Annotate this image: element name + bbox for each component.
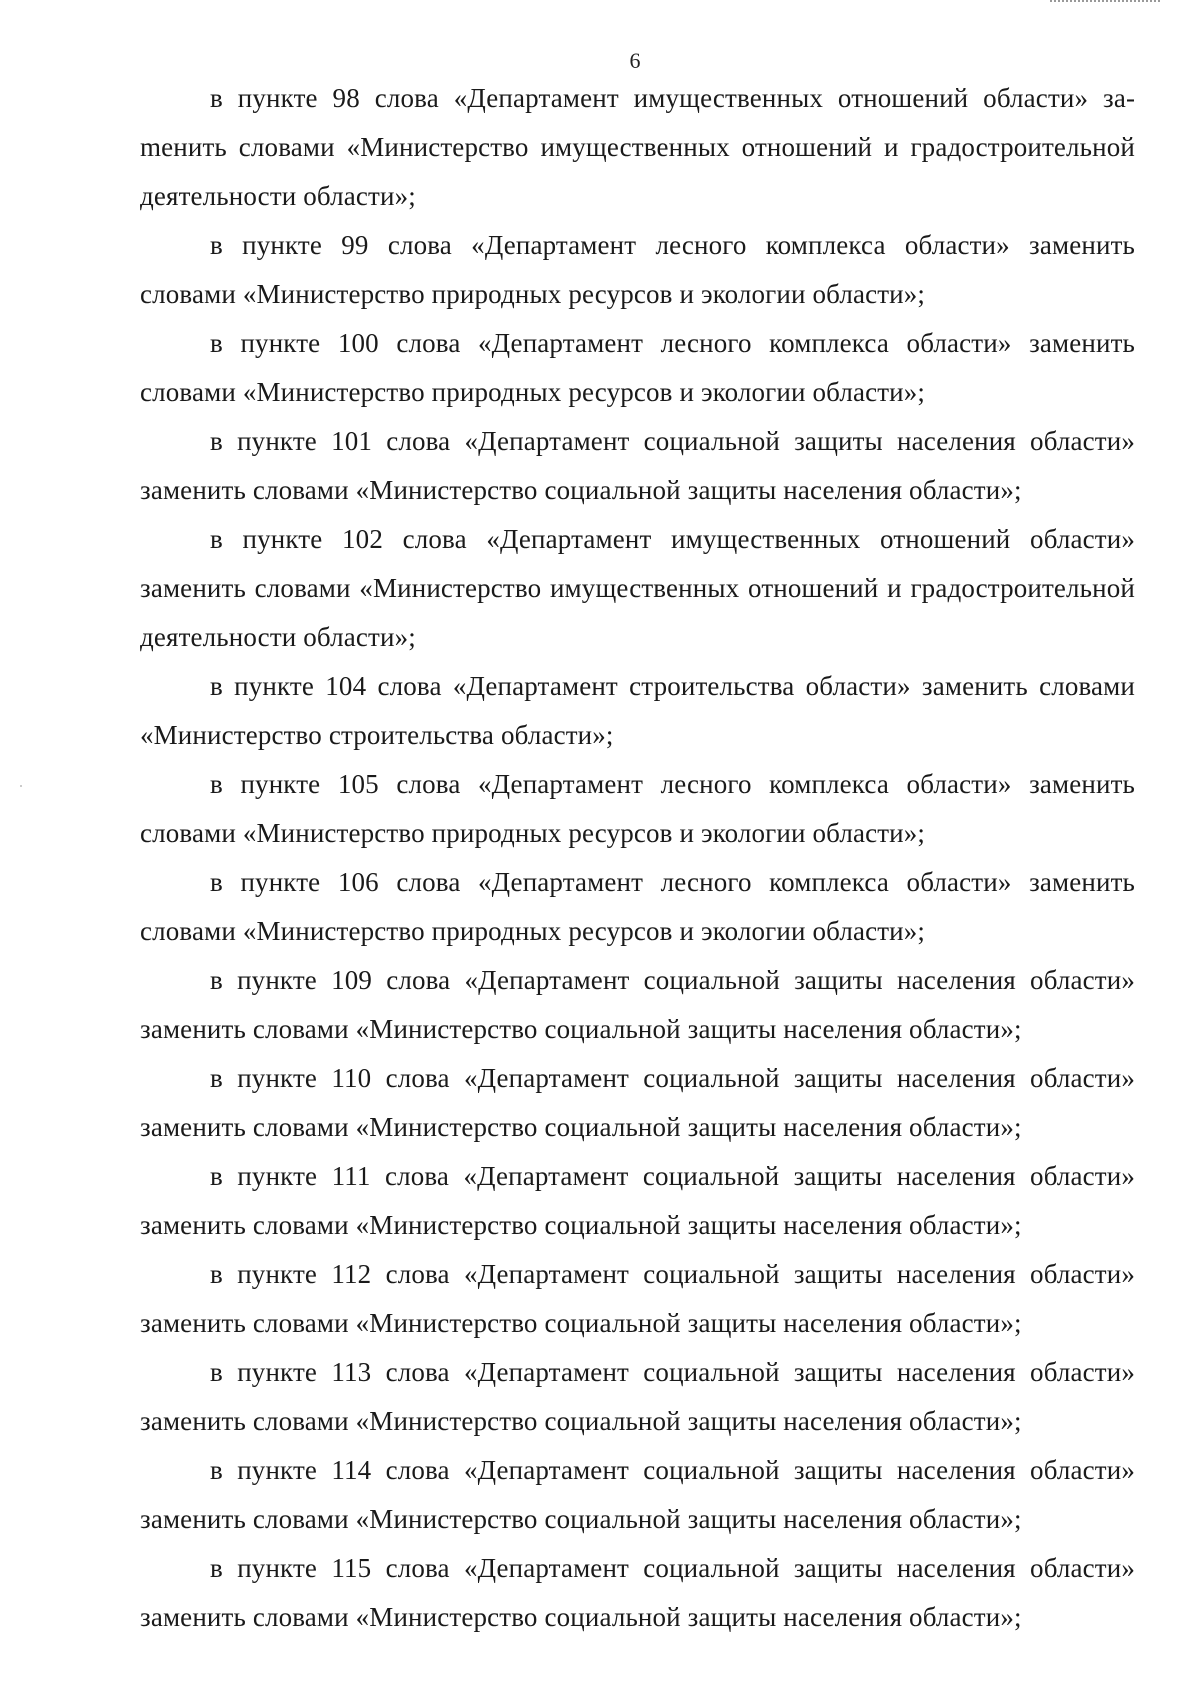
paragraph-item-98: в пункте 98 слова «Департамент имущественных отношений области» заmенить словами «Министерство имущественных отношений и градостроительной деятельности области»; [140, 83, 1135, 211]
paragraph-item-105: в пункте 105 слова «Департамент лесного комплекса области» заменить словами «Министерство природных ресурсов и экологии области»; [140, 769, 1135, 848]
paragraph-item-99: в пункте 99 слова «Департамент лесного комплекса области» заменить словами «Министерство природных ресурсов и экологии области»; [140, 230, 1135, 309]
paragraph-item-106: в пункте 106 слова «Департамент лесного комплекса области» заменить словами «Министерство природных ресурсов и экологии области»; [140, 867, 1135, 946]
paragraph-item-115: в пункте 115 слова «Департамент социальной защиты населения области» заменить словами «Министерство социальной защиты населения области»; [140, 1553, 1135, 1632]
paragraph-item-109: в пункте 109 слова «Департамент социальной защиты населения области» заменить словами «Министерство социальной защиты населения области»; [140, 965, 1135, 1044]
page-number: 6 [629, 48, 641, 73]
paragraph-item-102: в пункте 102 слова «Департамент имущественных отношений области» заменить словами «Министерство имущественных отношений и градостроительной деятельности области»; [140, 524, 1135, 652]
paragraph-item-101: в пункте 101 слова «Департамент социальной защиты населения области» заменить словами «Министерство социальной защиты населения области»; [140, 426, 1135, 505]
paragraph-item-104: в пункте 104 слова «Департамент строительства области» заменить словами «Министерство строительства области»; [140, 671, 1135, 750]
paragraph-item-100: в пункте 100 слова «Департамент лесного комплекса области» заменить словами «Министерство природных ресурсов и экологии области»; [140, 328, 1135, 407]
document-body [140, 74, 1135, 1642]
paragraph-item-114: в пункте 114 слова «Департамент социальной защиты населения области» заменить словами «Министерство социальной защиты населения области»; [140, 1455, 1135, 1534]
paragraph-item-110: в пункте 110 слова «Департамент социальной защиты населения области» заменить словами «Министерство социальной защиты населения области»; [140, 1063, 1135, 1142]
scan-corner-mark [1050, 0, 1160, 6]
scan-speck [20, 785, 22, 787]
paragraph-item-111: в пункте 111 слова «Департамент социальной защиты населения области» заменить словами «Министерство социальной защиты населения области»; [140, 1161, 1135, 1240]
paragraph-item-112: в пункте 112 слова «Департамент социальной защиты населения области» заменить словами «Министерство социальной защиты населения области»; [140, 1259, 1135, 1338]
paragraph-item-113: в пункте 113 слова «Департамент социальной защиты населения области» заменить словами «Министерство социальной защиты населения области»; [140, 1357, 1135, 1436]
